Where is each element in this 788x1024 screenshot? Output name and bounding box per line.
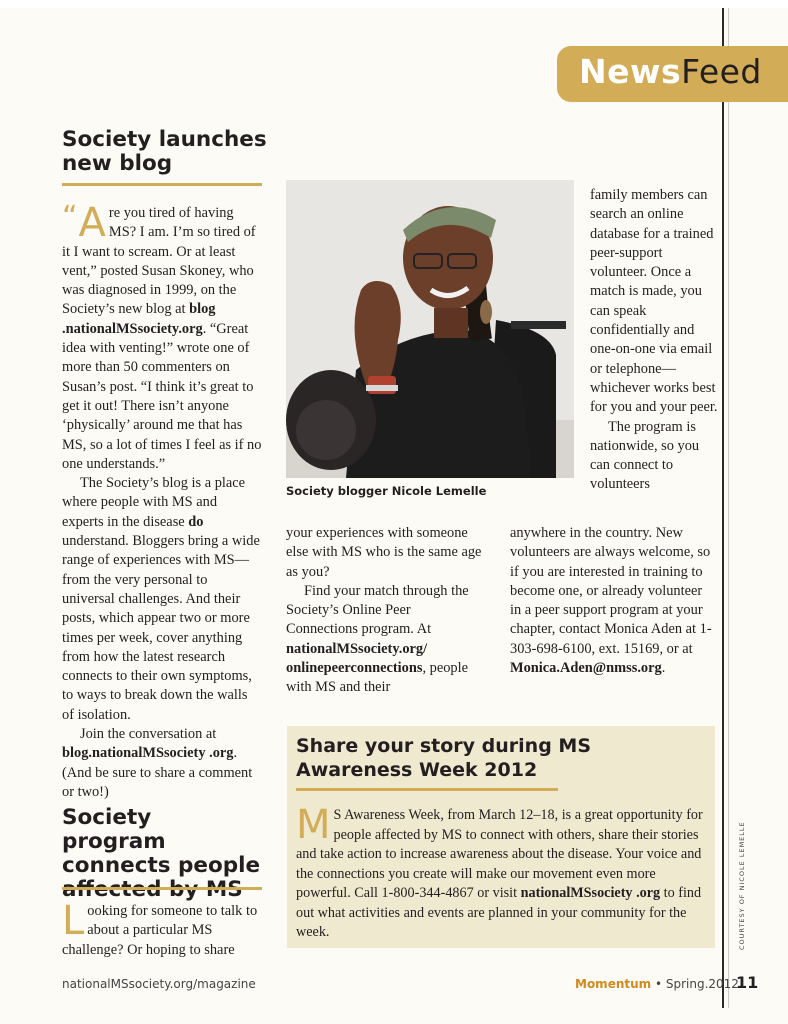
page-top-margin: [0, 0, 788, 8]
blog-link[interactable]: blog .nationalMSsociety.org: [62, 301, 216, 337]
paragraph: your experiences with someone else with MS who is the same age as you?: [286, 525, 482, 580]
box-headline-rule: [296, 788, 558, 791]
society-link[interactable]: nationalMSsociety .org: [520, 885, 661, 901]
contact-email-link[interactable]: Monica.Aden@nmss.org: [510, 660, 662, 677]
box-headline: Share your story during MS Awareness Week 2012: [296, 735, 592, 781]
headline-rule: [62, 887, 262, 890]
drop-cap: M: [296, 802, 331, 848]
footer-magazine: Momentum • Spring.2012: [575, 977, 739, 991]
open-quote-mark: “: [62, 200, 78, 235]
paragraph: The program is nationwide, so you can connect to volunteers: [590, 418, 700, 493]
page-gutter-line: [722, 8, 724, 1008]
footer-url[interactable]: nationalMSsociety.org/magazine: [62, 977, 256, 991]
article-headline-blog: Society launches new blog: [62, 127, 267, 177]
article-headline-program: Society program connects people: [62, 805, 261, 879]
paragraph: Join the conversation at blog.nationalMSsociety .org. (And be sure to share a comment or two!): [62, 726, 253, 800]
paragraph: family members can search an online database for a trained peer-support volunteer. Once a match is made, you can speak confidentially and one-on-one via email or telephone—whichever works best for you and your peer.: [590, 187, 718, 416]
article-program-col2: [286, 524, 486, 698]
paragraph: The Society’s blog is a place where people with MS and experts in the disease do understand. Bloggers bring a wide range of experiences with MS—from the very personal to universal challenges. And their posts, which appear two or more times per week, cover anything from how the latest research connects to their own symptoms, to ways to break down the walls of isolation.: [62, 475, 260, 723]
photo-credit: COURTESY OF NICOLE LEMELLE: [738, 821, 746, 950]
newsfeed-title: NewsFeed: [579, 52, 762, 91]
headline-rule: [62, 183, 262, 186]
paragraph: Find your match through the Society’s Online Peer Connections program. At nationalMSsociety.org/ onlinepeerconnections, people with MS and their: [286, 582, 469, 696]
paragraph: anywhere in the country. New volunteers are always welcome, so if you are interested in training to become one, or already volunteer in a peer support program at your chapter, contact Monica Aden at 1-303-698-6100, ext. 15169, or at Monica.Aden@nmss.org.: [510, 525, 712, 677]
drop-cap: A: [78, 200, 106, 246]
photo-caption: Society blogger Nicole Lemelle: [286, 484, 487, 498]
article-program-col3: [590, 186, 718, 495]
article-program-col1: [62, 898, 262, 960]
paragraph: “ A re you tired of having MS? I am. I’m so tired of it I want to scream. Or at least vent,” posted Susan Skoney, who was diagnosed in 1999, on the Society’s new blog at blog .nationalMSsociety.org. “Great idea with venting!” wrote one of more than 50 commenters on Susan’s post. “I think it’s great to get it out! There isn’t anyone ‘physically’ around me that has MS, so a lot of times I feel as if no one understands.”: [62, 200, 262, 472]
photo-nicole-lemelle: [286, 180, 574, 478]
peer-connections-link[interactable]: nationalMSsociety.org/ onlinepeerconnections: [286, 640, 428, 677]
blog-link[interactable]: blog.nationalMSsociety .org: [62, 745, 234, 762]
paragraph: Looking for someone to talk to about a particular MS challenge? Or hoping to share: [62, 898, 258, 958]
article-program-col3-cont: [510, 524, 716, 678]
portrait-image: [286, 180, 574, 478]
page-number: 11: [736, 973, 759, 992]
drop-cap: L: [62, 898, 85, 944]
box-body: M S Awareness Week, from March 12–18, is a great opportunity for people affected by MS to connect with others, share their stories and take action to increase awareness about the disease. Your voice and the connections you create will make our movement even more powerful. Call 1-800-344-4867 or visit nationalMSsociety .org to find out what activities and events are planned in your community for the week.: [296, 802, 703, 940]
newsfeed-banner: [557, 46, 788, 102]
page-gutter-shadow: [728, 8, 729, 1008]
article-blog-body: [62, 200, 262, 802]
